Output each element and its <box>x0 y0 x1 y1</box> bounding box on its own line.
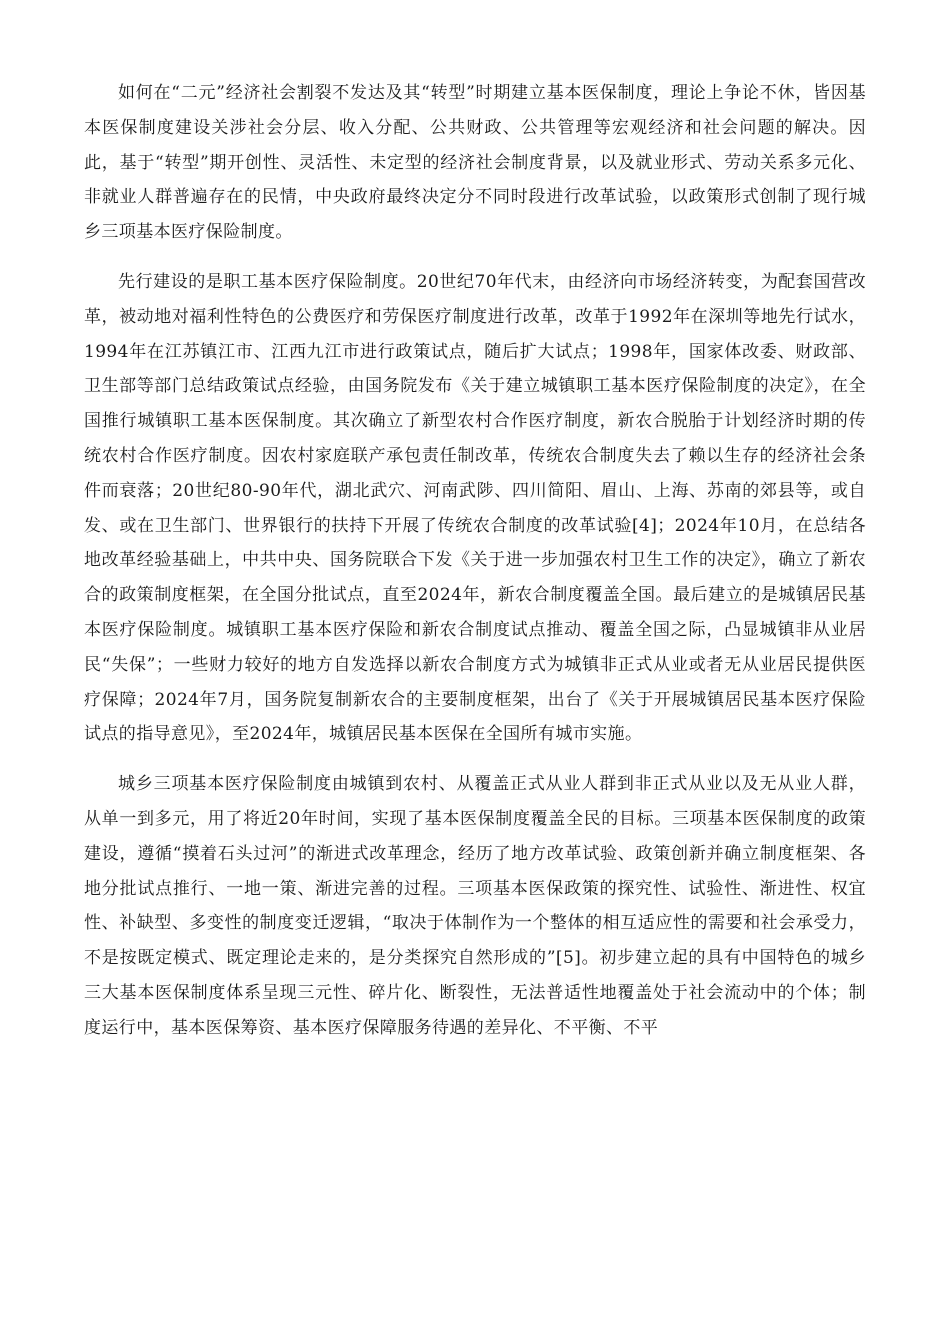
paragraph-3: 城乡三项基本医疗保险制度由城镇到农村、从覆盖正式从业人群到非正式从业以及无从业人群，从单一到多元，用了将近20年时间，实现了基本医保制度覆盖全民的目标。三项基本医保制度的政策建设，遵循“摸着石头过河”的渐进式改革理念，经历了地方改革试验、政策创新并确立制度框架、各地分批试点推行、一地一策、渐进完善的过程。三项基本医保政策的探究性、试验性、渐进性、权宜性、补缺型、多变性的制度变迁逻辑，“取决于体制作为一个整体的相互适应性的需要和社会承受力，不是按既定模式、既定理论走来的，是分类探究自然形成的”[5]。初步建立起的具有中国特色的城乡三大基本医保制度体系呈现三元性、碎片化、断裂性，无法普适性地覆盖处于社会流动中的个体；制度运行中，基本医保筹资、基本医疗保障服务待遇的差异化、不平衡、不平 <box>84 774 866 1038</box>
paragraph-1: 如何在“二元”经济社会割裂不发达及其“转型”时期建立基本医保制度，理论上争论不休，皆因基本医保制度建设关涉社会分层、收入分配、公共财政、公共管理等宏观经济和社会问题的解决。因此，基于“转型”期开创性、灵活性、未定型的经济社会制度背景，以及就业形式、劳动关系多元化、非就业人群普遍存在的民情，中央政府最终决定分不同时段进行改革试验，以政策形式创制了现行城乡三项基本医疗保险制度。 <box>84 83 866 243</box>
document-body <box>84 76 866 1061</box>
paragraph-2: 先行建设的是职工基本医疗保险制度。20世纪70年代末，由经济向市场经济转变，为配套国营改革，被动地对福利性特色的公费医疗和劳保医疗制度进行改革，改革于1992年在深圳等地先行试水，1994年在江苏镇江市、江西九江市进行政策试点，随后扩大试点；1998年，国家体改委、财政部、卫生部等部门总结政策试点经验，由国务院发布《关于建立城镇职工基本医疗保险制度的决定》，在全国推行城镇职工基本医保制度。其次确立了新型农村合作医疗制度，新农合脱胎于计划经济时期的传统农村合作医疗制度。因农村家庭联产承包责任制改革，传统农合制度失去了赖以生存的经济社会条件而衰落；20世纪80-90年代，湖北武穴、河南武陟、四川简阳、眉山、上海、苏南的郊县等，或自发、或在卫生部门、世界银行的扶持下开展了传统农合制度的改革试验[4]；2024年10月，在总结各地改革经验基础上，中共中央、国务院联合下发《关于进一步加强农村卫生工作的决定》，确立了新农合的政策制度框架，在全国分批试点，直至2024年，新农合制度覆盖全国。最后建立的是城镇居民基本医疗保险制度。城镇职工基本医疗保险和新农合制度试点推动、覆盖全国之际，凸显城镇非从业居民“失保”；一些财力较好的地方自发选择以新农合制度方式为城镇非正式从业或者无从业居民提供医疗保障；2024年7月，国务院复制新农合的主要制度框架，出台了《关于开展城镇居民基本医疗保险试点的指导意见》，至2024年，城镇居民基本医保在全国所有城市实施。 <box>84 271 866 745</box>
